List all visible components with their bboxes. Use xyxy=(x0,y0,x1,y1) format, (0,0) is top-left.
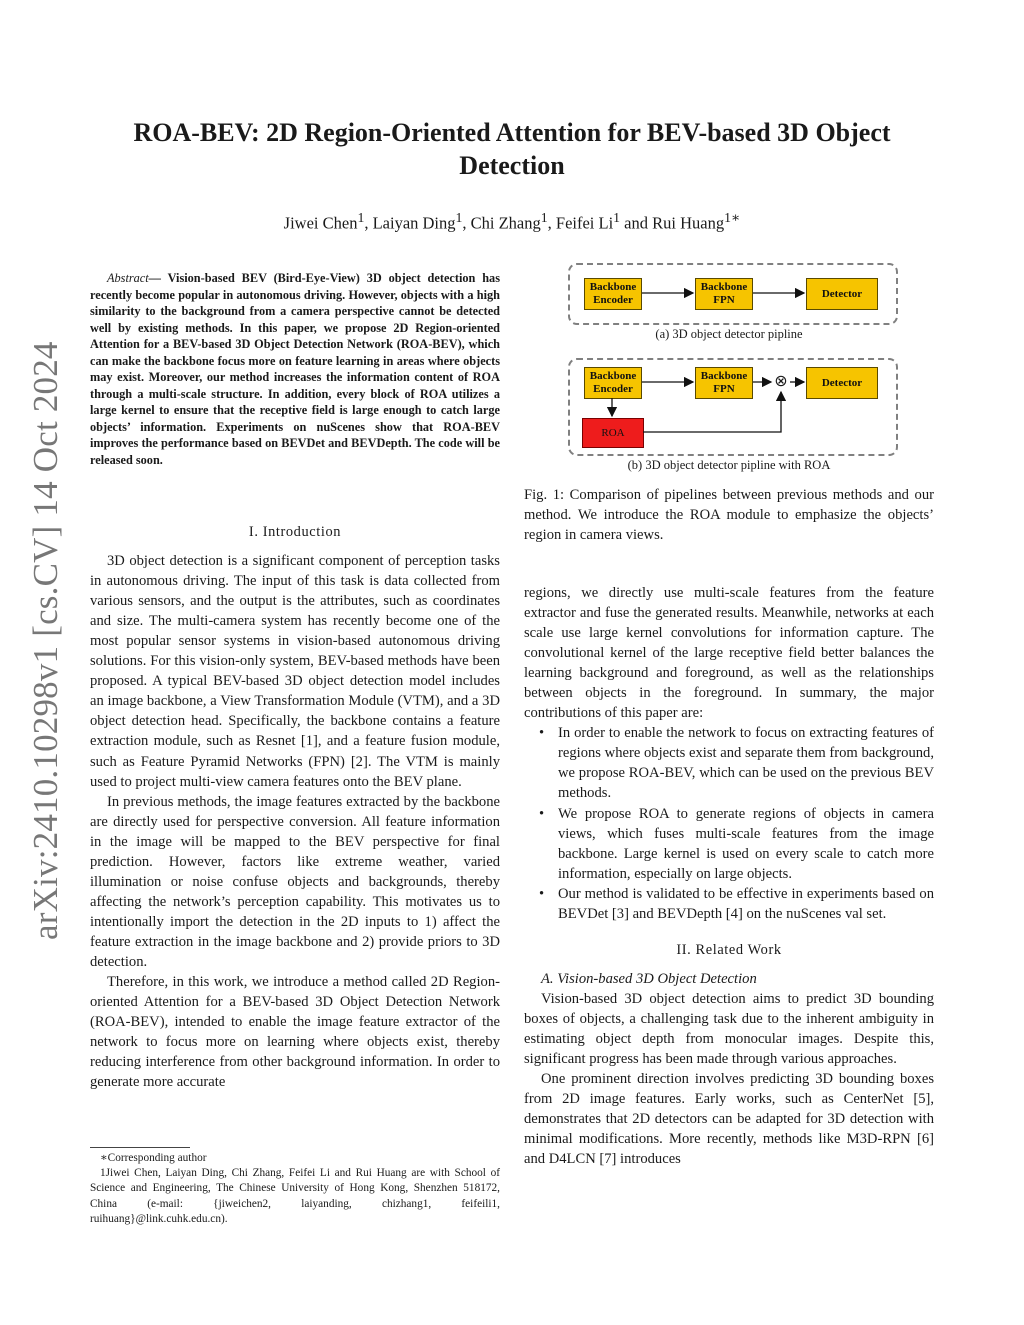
subsection-heading: A. Vision-based 3D Object Detection xyxy=(541,970,757,987)
author-name: Feifei Li xyxy=(555,213,614,233)
abstract-text: Vision-based BEV (Bird-Eye-View) 3D object detection has recently become popular in autonomous driving. However, objects with a high similarity to the background from a camera perspective cannot be detected well by existing methods. In this paper, we propose 2D Region-oriented Attention for a BEV-based 3D Object Detection Network (ROA-BEV), which can make the backbone focus more on feature learning in areas where objects may exist. Moreover, our method increases the information content of ROA through a multi-scale structure. In addition, every block of ROA utilizes a large kernel to ensure that the receptive field is large enough to catch large objects’ information. Experiments on nuScenes show that ROA-BEV improves the performance based on BEVDet and BEVDepth. The code will be released soon. xyxy=(90,271,500,467)
panel-a-fpn-block: Backbone FPN xyxy=(695,278,753,310)
panel-b-encoder-block: Backbone Encoder xyxy=(584,367,642,399)
panel-a-encoder-block: Backbone Encoder xyxy=(584,278,642,310)
section-heading-related-work: II. Related Work xyxy=(676,941,782,958)
panel-b-fpn-block: Backbone FPN xyxy=(695,367,753,399)
footnote-corresponding: ∗Corresponding author xyxy=(100,1152,207,1164)
footnote-affiliation: 1Jiwei Chen, Laiyan Ding, Chi Zhang, Feifei Li and Rui Huang are with School of Science and Engineering, The Chinese University of Hong Kong, Shenzhen 518172, China (e-mail: {jiweichen2, laiyanding, chizhang1, feifeili1, ruihuang}@link.cuhk.edu.cn). xyxy=(90,1167,500,1225)
paragraph: One prominent direction involves predicting 3D bounding boxes from 2D image features. Early works, such as CenterNet [5], demonstrates that 2D detectors can be adapted for 3D detection with minimal modifications. More recently, methods like M3D-RPN [6] and D4LCN [7] introduces xyxy=(524,1071,934,1168)
author-name: Chi Zhang xyxy=(470,213,541,233)
author-mark: 1 xyxy=(540,210,548,225)
arrow-b-roa-to-fusion xyxy=(643,392,781,432)
paragraph: Vision-based 3D object detection aims to predict 3D bounding boxes of objects, a challenging task due to the inherent ambiguity in estimating object depth from monocular images. Despite this, significant progress has been made through various approaches. xyxy=(524,990,934,1068)
abstract-label: Abstract xyxy=(107,271,149,285)
author-mark: 1 xyxy=(357,210,365,225)
panel-a-caption: (a) 3D object detector pipline xyxy=(655,327,803,341)
author-mark: 1∗ xyxy=(724,210,741,225)
paragraph: regions, we directly use multi-scale features from the feature extractor and fuse the generated results. Meanwhile, networks at each scale use large kernel convolutions for information capture. The convolutional kernel of the large receptive field better balances the learning background and foreground, as well as the relationships between objects in the foreground. In summary, the major contributions of this paper are: xyxy=(524,585,934,722)
list-item: • We propose ROA to generate regions of objects in camera views, which fuses multi-scale features from the image backbone. Large kernel is used on every scale to catch more information, especially on large objects. xyxy=(524,804,934,884)
author-mark: 1 xyxy=(455,210,463,225)
abstract-dash: — xyxy=(148,271,168,285)
list-item: • Our method is validated to be effective in experiments based on BEVDet [3] and BEVDepth [4] on the nuScenes val set. xyxy=(524,884,934,924)
list-item: • In order to enable the network to focus on extracting features of regions where objects exist and separate them from background, we propose ROA-BEV, which can be used on the previous BEV methods. xyxy=(524,723,934,803)
author-sep: , xyxy=(547,213,556,233)
right-column xyxy=(524,583,934,1169)
paragraph: Therefore, in this work, we introduce a method called 2D Region-oriented Attention for a BEV-based 3D Object Detection Network (ROA-BEV), intended to enable the image feature extractor of the network to focus more on learning where objects exist, thereby reducing interference from other background information. In order to generate more accurate xyxy=(90,974,500,1091)
panel-b-roa-block: ROA xyxy=(582,418,644,448)
section-heading-introduction: I. Introduction xyxy=(248,524,342,540)
panel-b-detector-block: Detector xyxy=(806,367,878,399)
panel-b-caption: (b) 3D object detector pipline with ROA xyxy=(627,458,831,472)
author-and: and xyxy=(620,213,653,233)
contribution-list xyxy=(524,723,934,923)
fusion-multiply-icon: ⊗ xyxy=(774,371,788,390)
author-mark: 1 xyxy=(613,210,621,225)
paragraph: 3D object detection is a significant component of perception tasks in autonomous driving. The input of this task is data collected from various sensors, and the output is the attributes, such as coordinates and size. The multi-camera system has recently become one of the most popular sensor systems in vision-based autonomous driving solutions. For this vision-only system, BEV-based methods have been proposed. A typical BEV-based 3D object detection model includes an image backbone, a View Transformation Module (VTM), and a 3D object detection head. Specifically, the backbone contains a feature extraction module, such as Resnet [1], and a feature fusion module, such as Feature Pyramid Networks (FPN) [2]. The VTM is mainly used to project multi-view camera features onto the BEV plane. xyxy=(90,553,500,790)
author-name: Laiyan Ding xyxy=(372,213,456,233)
panel-a-detector-block: Detector xyxy=(806,278,878,310)
figure-caption: Fig. 1: Comparison of pipelines between previous methods and our method. We introduce the ROA module to emphasize the objects’ region in camera views. xyxy=(524,487,934,543)
paragraph: In previous methods, the image features extracted by the backbone are directly used for perspective conversion. All feature information in the image will be mapped to the BEV perspective for final prediction. However, factors like extreme weather, varied illumination or noise confuse objects and backgrounds, thereby affecting the network’s perception capability. This motivates us to intentionally import the detection in the 2D inputs to 1) affect the feature extraction in the image backbone and 2) provide priors to 3D detection. xyxy=(90,793,500,970)
author-name: Rui Huang xyxy=(652,213,725,233)
arxiv-identifier: arXiv:2410.10298v1 [cs.CV] 14 Oct 2024 xyxy=(26,341,65,940)
author-sep: , xyxy=(364,213,373,233)
author-name: Jiwei Chen xyxy=(283,213,358,233)
author-sep: , xyxy=(462,213,471,233)
paper-title: ROA-BEV: 2D Region-Oriented Attention for BEV-based 3D Object Detection xyxy=(133,118,891,180)
